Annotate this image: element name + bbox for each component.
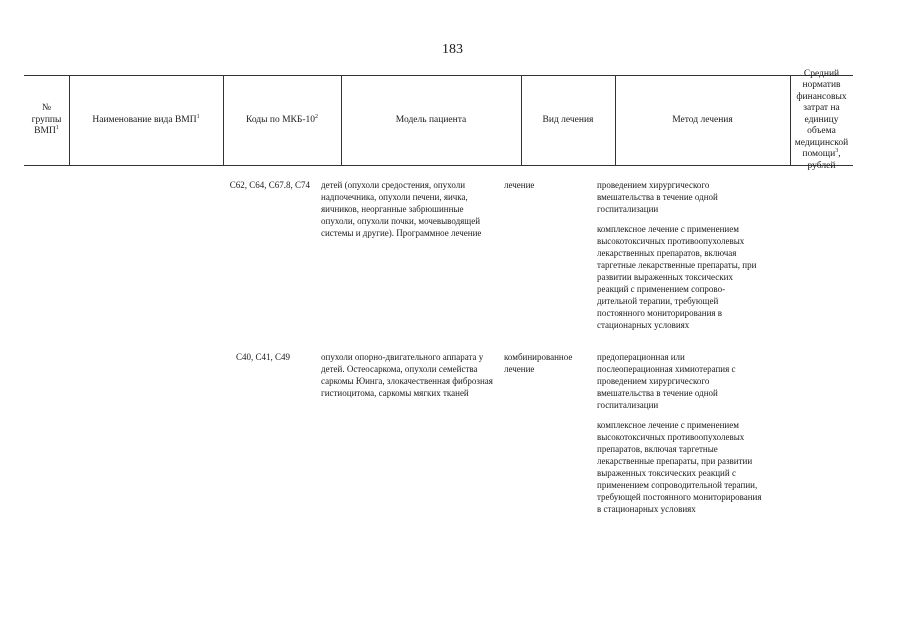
table-header <box>24 68 853 171</box>
row-2-model: опухоли опорно-двигательного аппарата у детей. Остеосаркома, опухоли семейства саркомы Юинга, злокачественная фиброзная гистиоцитома, саркомы мягких тканей <box>321 352 493 398</box>
row-2-treatment-type: комбинированное лечение <box>504 352 573 374</box>
header-name: Наименование вида ВМП$^1$ <box>92 113 200 125</box>
row-1-treatment-type: лечение <box>504 180 535 190</box>
row-1-model: детей (опухоли средостения, опухоли надпочечника, опухоли печени, яичка, яичников, неорганные забрюшинные опухоли, опухоли почки, мочевыводящей системы и другие). Программное лечение <box>321 180 482 238</box>
header-codes: Коды по МКБ-$10^2$ <box>245 113 319 125</box>
header-treatment-type: Вид лечения <box>542 114 594 125</box>
row-2-codes: C40, C41, C49 <box>235 352 290 362</box>
row-2-method-2: комплексное лечение с применением высокотоксичных противоопухолевых препаратов, включая таргетные лекарственные препараты, при развитии выраженных токсических реакций с применением сопроводительной терапии, требующей постоянного мониторирования в стационарных условиях <box>597 420 762 514</box>
row-1-method-2: комплексное лечение с применением высокотоксичных противоопухолевых лекарственных препаратов, включая таргетные лекарственные препараты, при развитии выраженных токсических реакций с применением сопрово-дительной терапии, требующей постоянного мониторирования в стационарных условиях <box>597 224 757 330</box>
page-number: 183 <box>442 42 463 57</box>
row-1-method-1: проведением хирургического вмешательства в течение одной госпитализации <box>597 180 718 214</box>
header-group: № группы ВМП$^1$ <box>31 103 62 137</box>
header-model: Модель пациента <box>395 114 467 125</box>
row-1-codes: C62, C64, C67.8, C74 <box>229 180 310 190</box>
header-method: Метод лечения <box>672 114 733 125</box>
header-cost: Средний норматив финансовых затрат на единицу объема медицинской помощи$^3$, рублей <box>794 68 849 171</box>
row-2-method-1: предоперационная или послеоперационная химиотерапия с проведением хирургического вмешательства в течение одной госпитализации <box>597 352 736 410</box>
